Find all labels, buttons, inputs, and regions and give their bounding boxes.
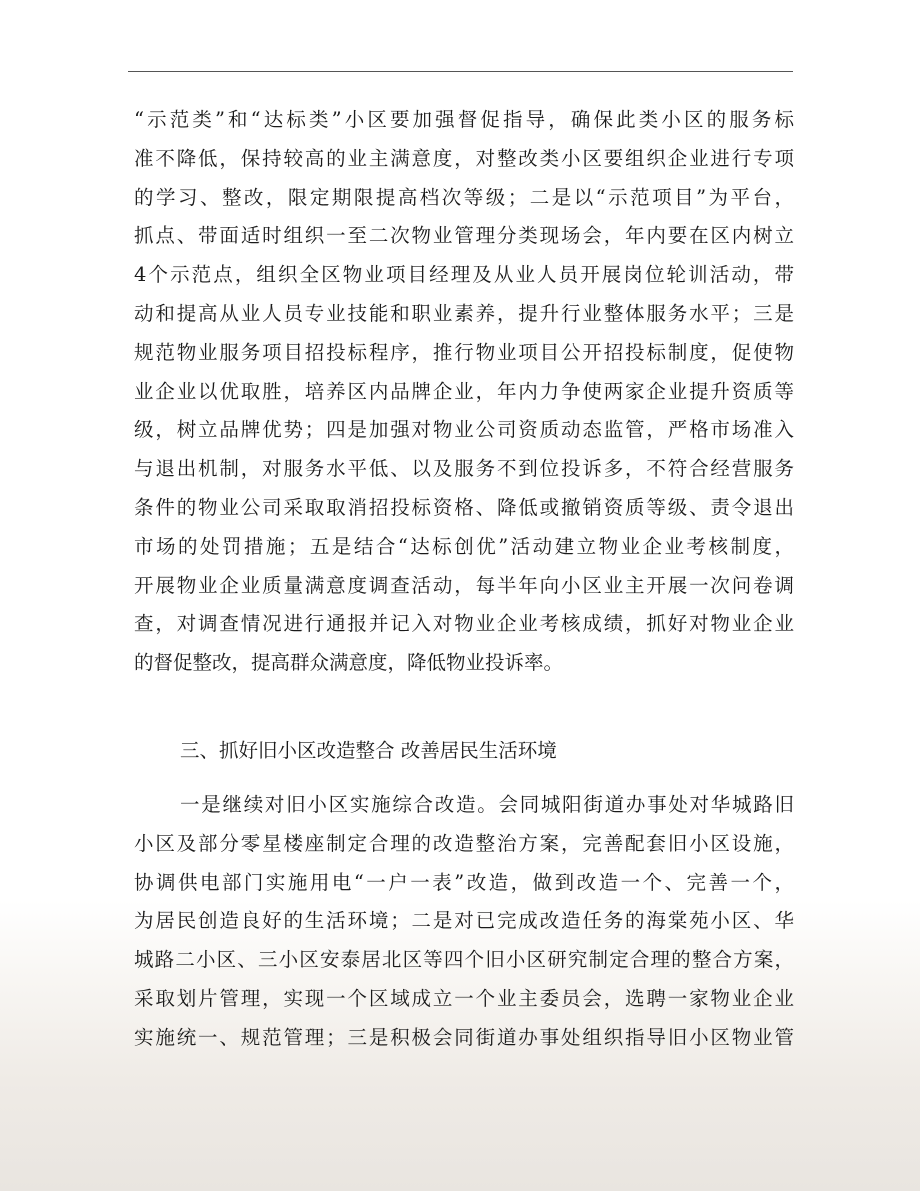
text-line: 业企业以优取胜，培养区内品牌企业，年内力争使两家企业提升资质等 <box>134 379 794 403</box>
paragraph-property-management <box>134 101 794 683</box>
text-line: 小区及部分零星楼座制定合理的改造整治方案，完善配套旧小区设施， <box>134 831 794 855</box>
section-heading: 三、抓好旧小区改造整合 改善居民生活环境 <box>180 739 557 762</box>
text-line: 开展物业企业质量满意度调查活动，每半年向小区业主开展一次问卷调 <box>134 573 794 597</box>
text-line: 准不降低，保持较高的业主满意度，对整改类小区要组织企业进行专项 <box>134 146 794 170</box>
text-line: 采取划片管理，实现一个区域成立一个业主委员会，选聘一家物业企业 <box>134 986 794 1010</box>
text-line: 抓点、带面适时组织一至二次物业管理分类现场会，年内要在区内树立 <box>134 224 794 248</box>
text-line: 的学习、整改，限定期限提高档次等级；二是以“示范项目”为平台， <box>134 185 794 209</box>
text-line: 为居民创造良好的生活环境；二是对已完成改造任务的海棠苑小区、华 <box>134 909 794 933</box>
text-line: 级，树立品牌优势；四是加强对物业公司资质动态监管，严格市场准入 <box>134 418 794 442</box>
text-line: 的督促整改，提高群众满意度，降低物业投诉率。 <box>134 651 564 675</box>
text-line: 查，对调查情况进行通报并记入对物业企业考核成绩，抓好对物业企业 <box>134 612 794 636</box>
text-line: 城路二小区、三小区安泰居北区等四个旧小区研究制定合理的整合方案， <box>134 948 794 972</box>
text-line: 规范物业服务项目招投标程序，推行物业项目公开招投标制度，促使物 <box>134 340 794 364</box>
text-line: 市场的处罚措施；五是结合“达标创优”活动建立物业企业考核制度， <box>134 534 794 558</box>
text-line: 协调供电部门实施用电“一户一表”改造，做到改造一个、完善一个， <box>134 870 794 894</box>
text-line: 条件的物业公司采取取消招投标资格、降低或撤销资质等级、责令退出 <box>134 495 794 519</box>
text-line: 动和提高从业人员专业技能和职业素养，提升行业整体服务水平；三是 <box>134 301 794 325</box>
paragraph-old-community-renovation <box>134 786 794 1058</box>
header-rule <box>128 71 793 72</box>
text-line: 实施统一、规范管理；三是积极会同街道办事处组织指导旧小区物业管 <box>134 1025 794 1049</box>
text-line: “示范类”和“达标类”小区要加强督促指导，确保此类小区的服务标 <box>134 108 794 131</box>
text-line: 4个示范点，组织全区物业项目经理及从业人员开展岗位轮训活动，带 <box>134 263 794 287</box>
text-line: 与退出机制，对服务水平低、以及服务不到位投诉多，不符合经营服务 <box>134 457 794 481</box>
text-line: 一是继续对旧小区实施综合改造。会同城阳街道办事处对华城路旧 <box>180 793 794 816</box>
